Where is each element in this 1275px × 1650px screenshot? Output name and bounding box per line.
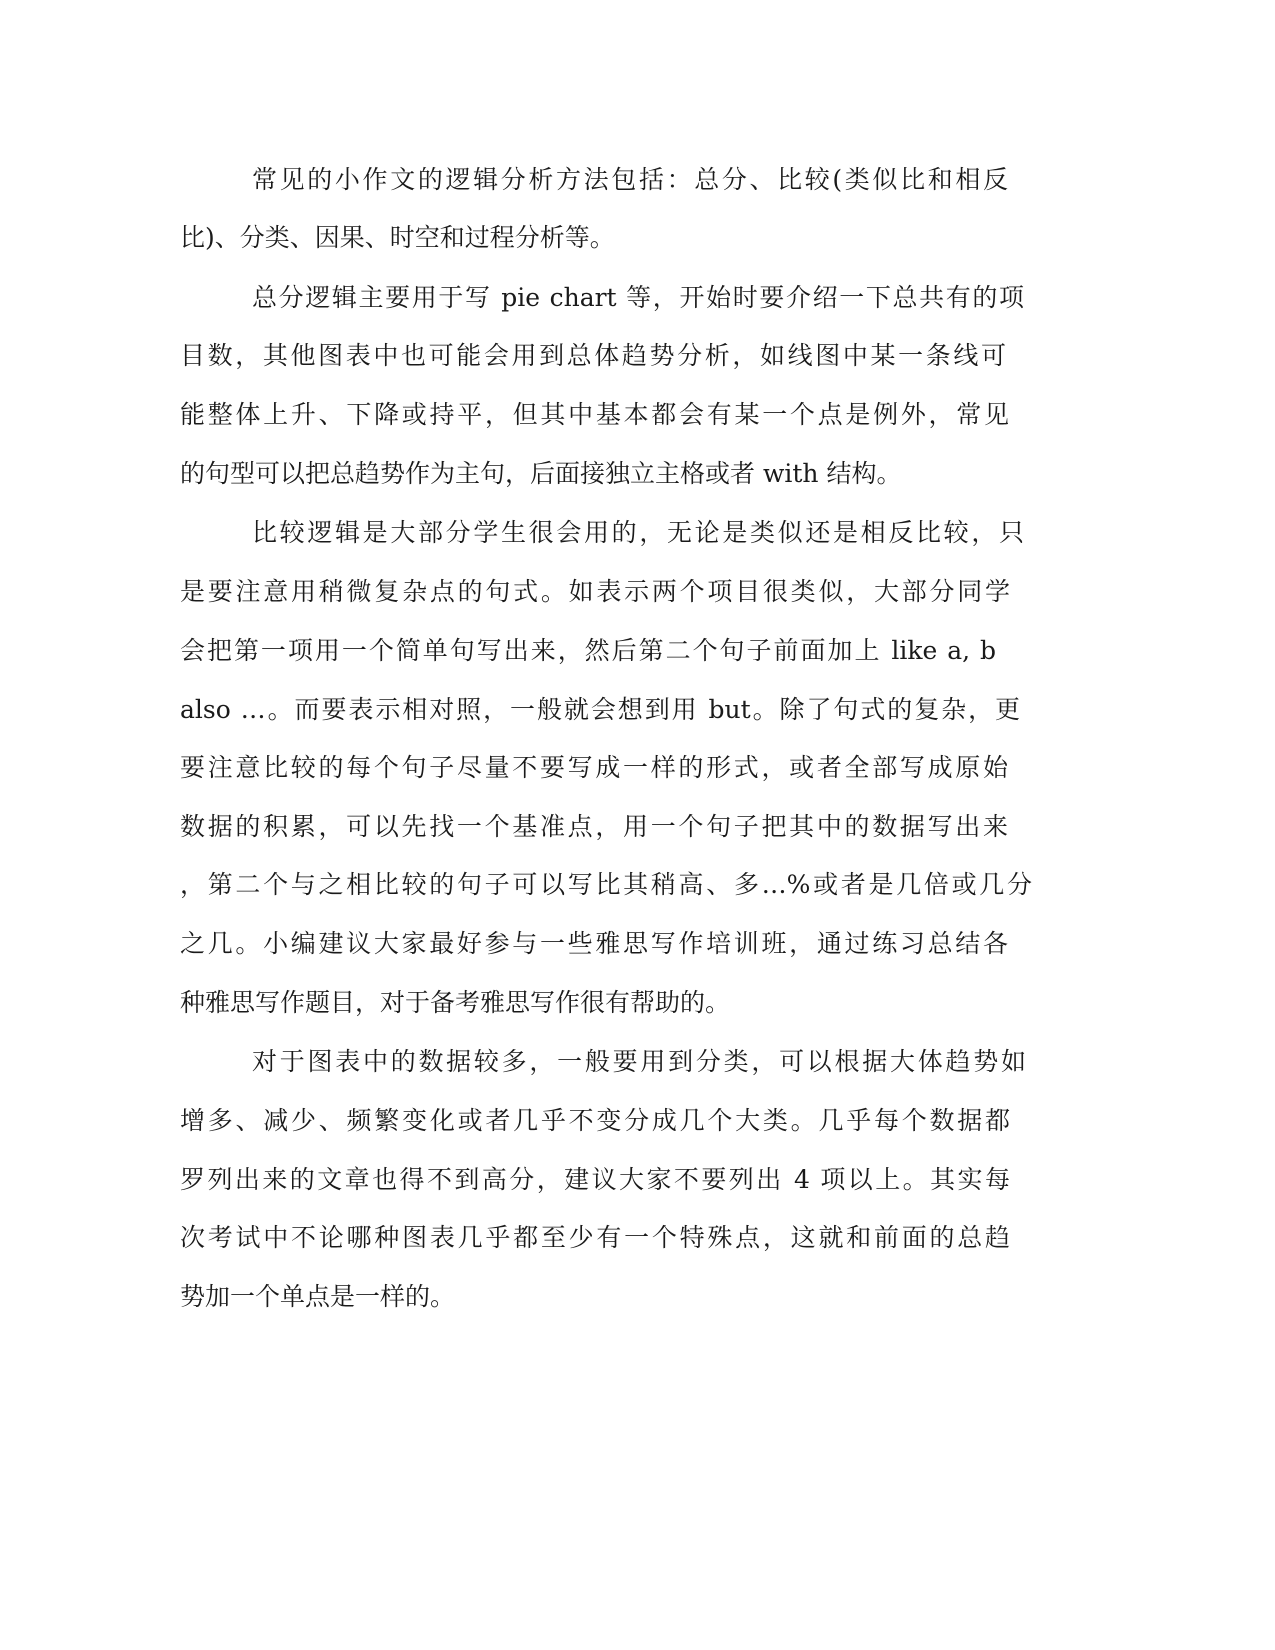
paragraph-3-line-6: 数据的积累，可以先找一个基准点，用一个句子把其中的数据写出来 [180,812,1008,841]
paragraph-4-line-2: 增多、减少、频繁变化或者几乎不变分成几个大类。几乎每个数据都 [180,1106,1010,1135]
paragraph-1-line-1: 常见的小作文的逻辑分析方法包括：总分、比较(类似比和相反 [252,165,1008,194]
paragraph-3-line-5: 要注意比较的每个句子尽量不要写成一样的形式，或者全部写成原始 [180,753,1008,782]
paragraph-3-line-7: ，第二个与之相比较的句子可以写比其稍高、多…%或者是几倍或几分 [180,870,1032,899]
paragraph-2-line-3: 能整体上升、下降或持平，但其中基本都会有某一个点是例外，常见 [180,400,1009,429]
paragraph-4-line-5: 势加一个单点是一样的。 [180,1282,456,1311]
paragraph-3-line-9: 种雅思写作题目，对于备考雅思写作很有帮助的。 [180,988,731,1017]
paragraph-4-line-3: 罗列出来的文章也得不到高分，建议大家不要列出 4 项以上。其实每 [180,1165,1010,1194]
paragraph-2-line-1: 总分逻辑主要用于写 pie chart 等，开始时要介绍一下总共有的项 [252,283,1024,312]
paragraph-3-line-3: 会把第一项用一个简单句写出来，然后第二个句子前面加上 like a, b [180,636,996,665]
paragraph-2-line-2: 目数，其他图表中也可能会用到总体趋势分析，如线图中某一条线可 [180,341,1006,370]
paragraph-3-line-2: 是要注意用稍微复杂点的句式。如表示两个项目很类似，大部分同学 [180,577,1010,606]
paragraph-3-line-8: 之几。小编建议大家最好参与一些雅思写作培训班，通过练习总结各 [180,929,1008,958]
paragraph-4-line-4: 次考试中不论哪种图表几乎都至少有一个特殊点，这就和前面的总趋 [180,1223,1010,1252]
paragraph-3-line-1: 比较逻辑是大部分学生很会用的，无论是类似还是相反比较，只 [252,518,1024,547]
paragraph-1-line-2: 比)、分类、因果、时空和过程分析等。 [180,223,615,252]
paragraph-3-line-4: also …。而要表示相对照，一般就会想到用 but。除了句式的复杂，更 [180,695,1020,724]
paragraph-4-line-1: 对于图表中的数据较多，一般要用到分类，可以根据大体趋势如 [252,1047,1026,1076]
paragraph-2-line-4: 的句型可以把总趋势作为主句，后面接独立主格或者 with 结构。 [180,459,902,488]
